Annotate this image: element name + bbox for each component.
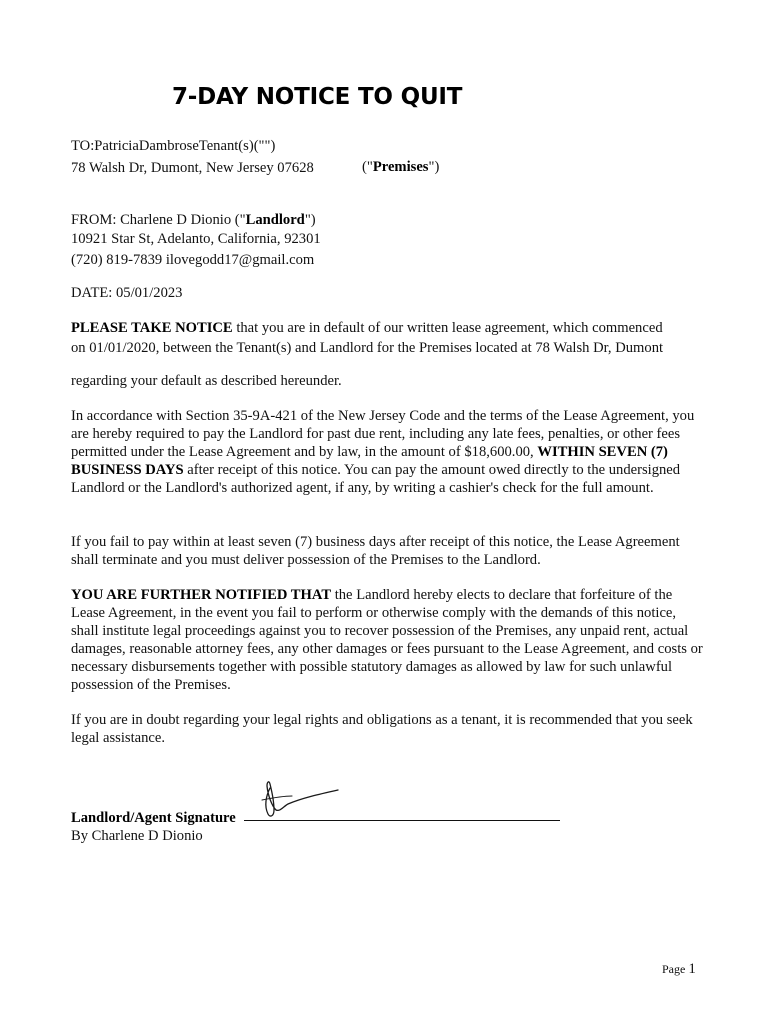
premises-prefix: (" — [362, 159, 373, 175]
accordance-text-1: In accordance with Section 35-9A-421 of the New Jersey Code and the terms of the Lease Agreement, you are hereby required to pay the Landlord for past due rent, including any late fees, penalties, or other fees permitted under the Lease Agreement and by law, in the amount of $18,600.00, — [71, 408, 695, 460]
to-line — [71, 137, 275, 155]
accordance-paragraph — [71, 407, 707, 497]
to-label: TO: — [71, 138, 95, 154]
page-label: Page — [662, 962, 686, 976]
signature-line — [244, 820, 560, 821]
signed-by: By Charlene D Dionio — [71, 828, 203, 844]
tenant-name: PatriciaDambroseTenant(s)("") — [94, 138, 276, 154]
notice-line-3: regarding your default as described hereunder. — [71, 373, 342, 389]
fail-to-pay-paragraph: If you fail to pay within at least seven (7) business days after receipt of this notice, the Lease Agreement shall terminate and you must deliver possession of the Premises to the Landlord. — [71, 534, 680, 568]
accordance-bold: WITHIN SEVEN (7) BUSINESS DAYS — [71, 444, 668, 478]
premises-definition — [362, 158, 439, 176]
legal-advice-paragraph: If you are in doubt regarding your legal rights and obligations as a tenant, it is recommended that you seek legal assistance. — [71, 712, 693, 746]
further-bold: YOU ARE FURTHER NOTIFIED THAT — [71, 587, 332, 603]
handwritten-signature-icon — [258, 776, 342, 824]
from-prefix: FROM: Charlene D Dionio (" — [71, 212, 246, 228]
notice-bold-lead: PLEASE TAKE NOTICE — [71, 320, 233, 336]
landlord-term: Landlord — [245, 212, 305, 228]
notice-line-2: on 01/01/2020, between the Tenant(s) and Landlord for the Premises located at 78 Walsh Dr, Dumont — [71, 340, 664, 356]
premises-term: Premises — [372, 159, 429, 175]
notice-line-1 — [71, 319, 663, 337]
premises-suffix: ") — [428, 159, 440, 175]
from-line — [71, 211, 316, 229]
page-number: 1 — [688, 961, 696, 977]
from-suffix: ") — [304, 212, 316, 228]
further-text: the Landlord hereby elects to declare that forfeiture of the Lease Agreement, in the event you fail to perform or otherwise comply with the demands of this notice, shall institute legal proceedings against you to recover possession of the Premises, any unpaid rent, actual damages, reasonable attorney fees, any other damages or fees pursuant to the Lease Agreement, and costs or necessary disbursements together with possible statutory damages as allowed by law for such unlawful possession of the Premises. — [71, 587, 703, 693]
page-footer — [662, 960, 696, 978]
page-title: 7-DAY NOTICE TO QUIT — [172, 84, 463, 110]
signature-label-text: Landlord/Agent Signature — [71, 810, 236, 826]
notice-date: DATE: 05/01/2023 — [71, 285, 183, 301]
notice-line-1-text: that you are in default of our written lease agreement, which commenced — [232, 320, 663, 336]
landlord-contact: (720) 819-7839 ilovegodd17@gmail.com — [71, 252, 315, 268]
further-notified-paragraph — [71, 586, 707, 694]
accordance-text-2: after receipt of this notice. You can pay the amount owed directly to the undersigned Landlord or the Landlord's authorized agent, if any, by writing a cashier's check for the full amount. — [71, 462, 681, 496]
landlord-address: 10921 Star St, Adelanto, California, 92301 — [71, 231, 321, 247]
signature-label — [71, 809, 236, 827]
tenant-address: 78 Walsh Dr, Dumont, New Jersey 07628 — [71, 160, 314, 176]
